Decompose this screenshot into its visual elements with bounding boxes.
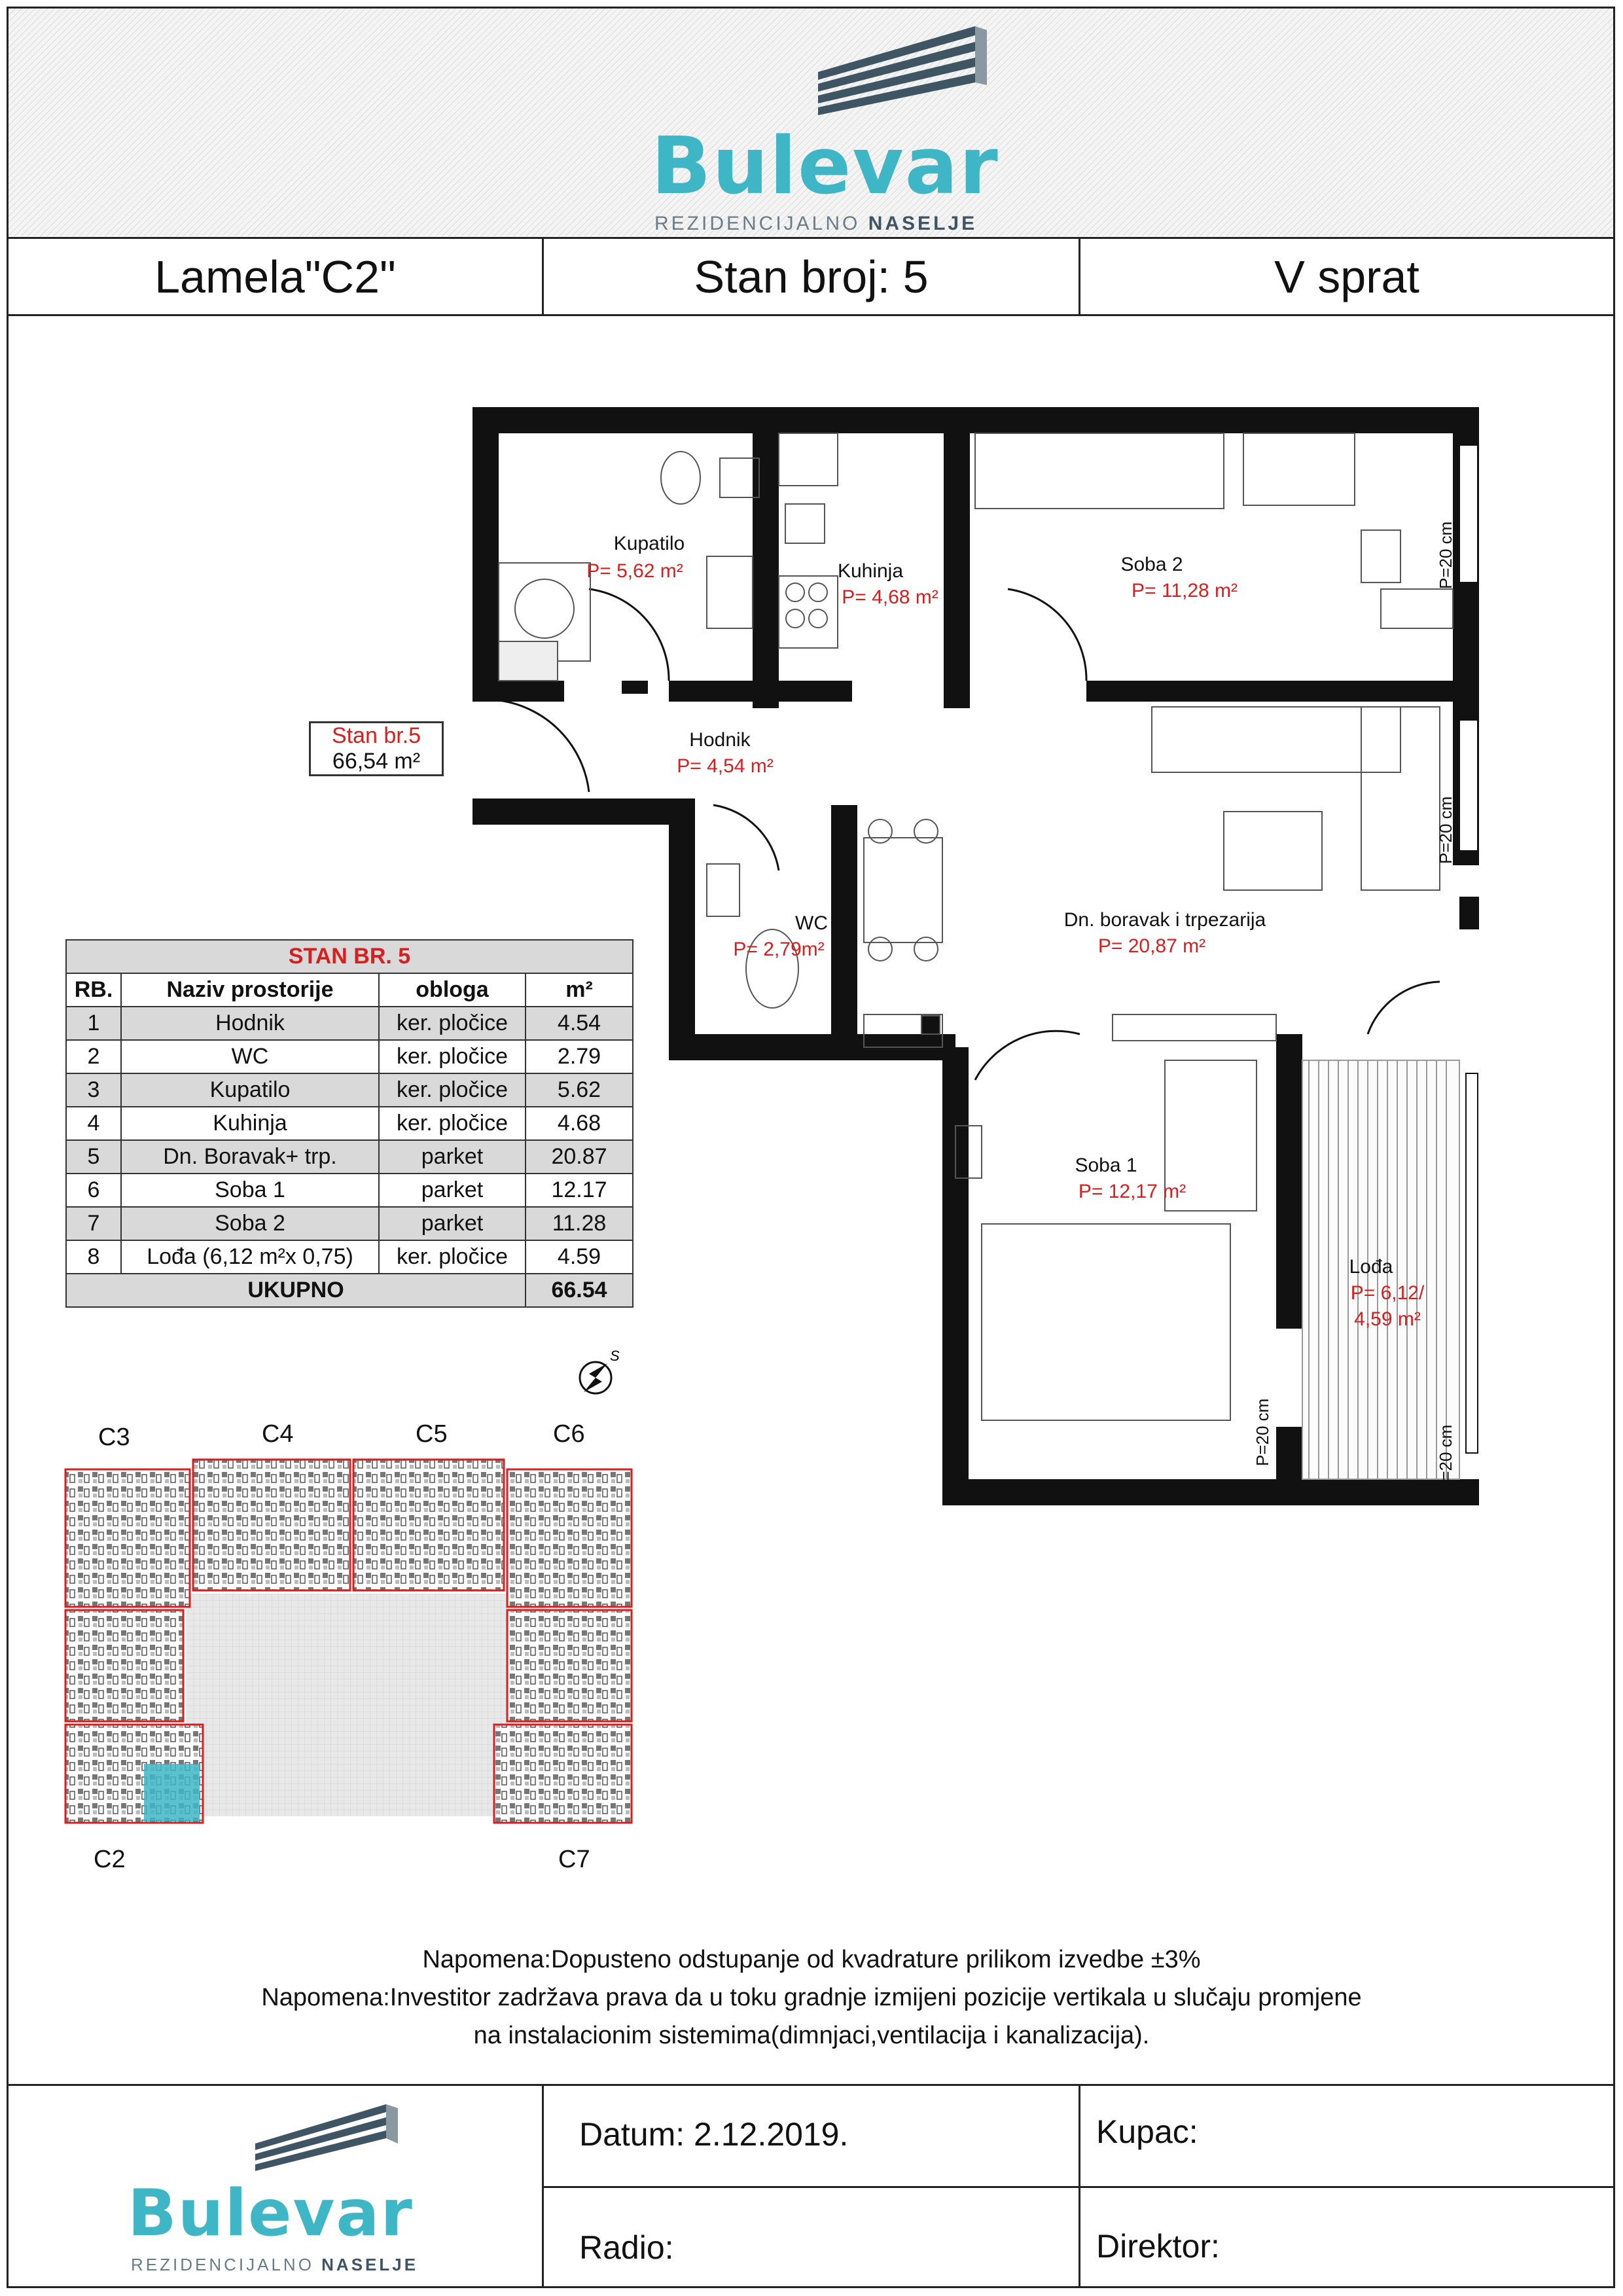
compass-label: S [610,1348,620,1364]
rule [7,2084,1615,2086]
block-c5 [353,1460,504,1590]
room-name-boravak: Dn. boravak i trpezarija [1063,909,1266,931]
cell-rb: 1 [66,1007,121,1040]
cell-obloga: ker. pločice [379,1107,526,1140]
cell-rb: 7 [66,1207,121,1240]
cell-rb: 6 [66,1174,121,1207]
cell-area: 4.54 [526,1007,633,1040]
footer-radio: Radio: [579,2229,674,2266]
room-name-hodnik: Hodnik [689,729,751,751]
block-c6 [507,1469,632,1607]
cell-rb: 2 [66,1040,121,1073]
tagline-a: REZIDENCIJALNO [131,2255,314,2274]
site-keymap [62,1456,664,1882]
table-title: STAN BR. 5 [66,940,633,973]
cell-area: 11.28 [526,1207,633,1240]
table-row [66,1107,633,1140]
cell-obloga: parket [379,1140,526,1174]
table-row [66,1207,633,1240]
cell-obloga: ker. pločice [379,1073,526,1107]
cell-obloga: parket [379,1207,526,1240]
courtyard [187,1594,546,1816]
cell-area: 20.87 [526,1140,633,1174]
cell-rb: 8 [66,1240,121,1274]
block-c7 [494,1725,632,1823]
footer-direktor: Direktor: [1096,2228,1220,2265]
room-name-loda: Lođa [1349,1256,1393,1278]
table-total-label: UKUPNO [66,1274,526,1307]
keymap-label-c4: C4 [262,1420,294,1448]
note-2: Napomena:Investitor zadržava prava da u toku gradnje izmijeni pozicije vertikala u slučaju promjene [261,1984,1362,2011]
bottom-logo [124,2091,419,2281]
room-name-kuhinja: Kuhinja [837,560,904,582]
cell-name: Kuhinja [121,1107,379,1140]
table-row [66,1174,633,1207]
cell-name: Soba 1 [121,1174,379,1207]
top-logo [648,13,999,234]
footer-kupac: Kupac: [1096,2113,1198,2150]
cell-rb: 5 [66,1140,121,1174]
room-area-soba1: P= 12,17 m² [1078,1181,1186,1202]
window-label: P=20 cm [1253,1398,1272,1466]
cell-obloga: ker. pločice [379,1240,526,1274]
table-row [66,1073,633,1107]
cell-area: 5.62 [526,1073,633,1107]
room-area-soba2: P= 11,28 m² [1131,580,1238,601]
cell-area: 12.17 [526,1174,633,1207]
cell-rb: 3 [66,1073,121,1107]
building-logo-icon [249,2091,406,2183]
header-stan: Stan broj: 5 [694,251,929,302]
compass-icon [569,1345,628,1404]
table-row [66,1140,633,1174]
room-name-soba2: Soba 2 [1120,554,1183,575]
table-header: RB. [66,973,121,1007]
table-row [66,1240,633,1274]
keymap-label-c3: C3 [98,1424,130,1451]
table-header: m² [526,973,633,1007]
room-area-wc: P= 2,79m² [733,939,825,960]
cell-name: Hodnik [121,1007,379,1040]
cell-obloga: ker. pločice [379,1040,526,1073]
room-area-kuhinja: P= 4,68 m² [842,586,938,608]
header-sprat: V sprat [1274,251,1419,302]
room-area-loda-a: P= 6,12/ [1350,1282,1425,1304]
room-area-loda-b: 4,59 m² [1354,1308,1421,1330]
note-1: Napomena:Dopusteno odstupanje od kvadrature prilikom izvedbe ±3% [422,1946,1201,1973]
table-total-value: 66.54 [526,1274,633,1307]
brand-name: Bulevar [128,2176,414,2251]
area-table [65,939,633,1308]
rule [542,2186,1615,2188]
footer-datum: Datum: 2.12.2019. [579,2116,849,2153]
brand-tagline [654,213,977,235]
table-row [66,1007,633,1040]
block-west-mid [65,1610,183,1721]
tagline-b: NASELJE [321,2255,419,2274]
rule [7,314,1615,316]
room-name-soba1: Soba 1 [1075,1155,1137,1176]
table-header: obloga [379,973,526,1007]
room-area-hodnik: P= 4,54 m² [677,755,774,777]
note-3: na instalacionim sistemima(dimnjaci,ventilacija i kanalizacija). [473,2022,1150,2049]
keymap-label-c2: C2 [94,1846,126,1873]
tagline-a: REZIDENCIJALNO [654,213,861,234]
header-lamela: Lamela"C2" [154,251,396,302]
cell-obloga: ker. pločice [379,1007,526,1040]
building-logo-icon [779,13,995,124]
window-label: P=20 cm [1436,796,1455,864]
current-unit-highlight [144,1764,200,1821]
block-east-mid [507,1610,632,1721]
cell-obloga: parket [379,1174,526,1207]
apartment-tag-area: 66,54 m² [332,749,421,774]
cell-name: Dn. Boravak+ trp. [121,1140,379,1174]
keymap-label-c6: C6 [553,1420,585,1448]
table-header: Naziv prostorije [121,973,379,1007]
room-area-boravak: P= 20,87 m² [1097,935,1206,957]
table-row [66,1040,633,1073]
block-c4 [193,1460,350,1590]
window-label: P=20 cm [1436,521,1455,589]
room-name-wc: WC [795,912,828,934]
cell-rb: 4 [66,1107,121,1140]
cell-name: Lođa (6,12 m²x 0,75) [121,1240,379,1274]
tagline-b: NASELJE [868,213,978,234]
brand-name: Bulevar [651,121,999,212]
cell-area: 2.79 [526,1040,633,1073]
cell-name: WC [121,1040,379,1073]
window-label: P=20 cm [1436,1424,1455,1492]
cell-area: 4.68 [526,1107,633,1140]
cell-name: Soba 2 [121,1207,379,1240]
keymap-label-c5: C5 [416,1420,448,1448]
apartment-tag-label: Stan br.5 [331,723,421,748]
room-name-kupatilo: Kupatilo [613,533,685,554]
cell-area: 4.59 [526,1240,633,1274]
brand-tagline [131,2255,418,2275]
apartment-tag [309,721,444,776]
keymap-label-c7: C7 [558,1846,590,1873]
room-area-kupatilo: P= 5,62 m² [586,560,683,582]
cell-name: Kupatilo [121,1073,379,1107]
block-c3 [65,1469,190,1607]
